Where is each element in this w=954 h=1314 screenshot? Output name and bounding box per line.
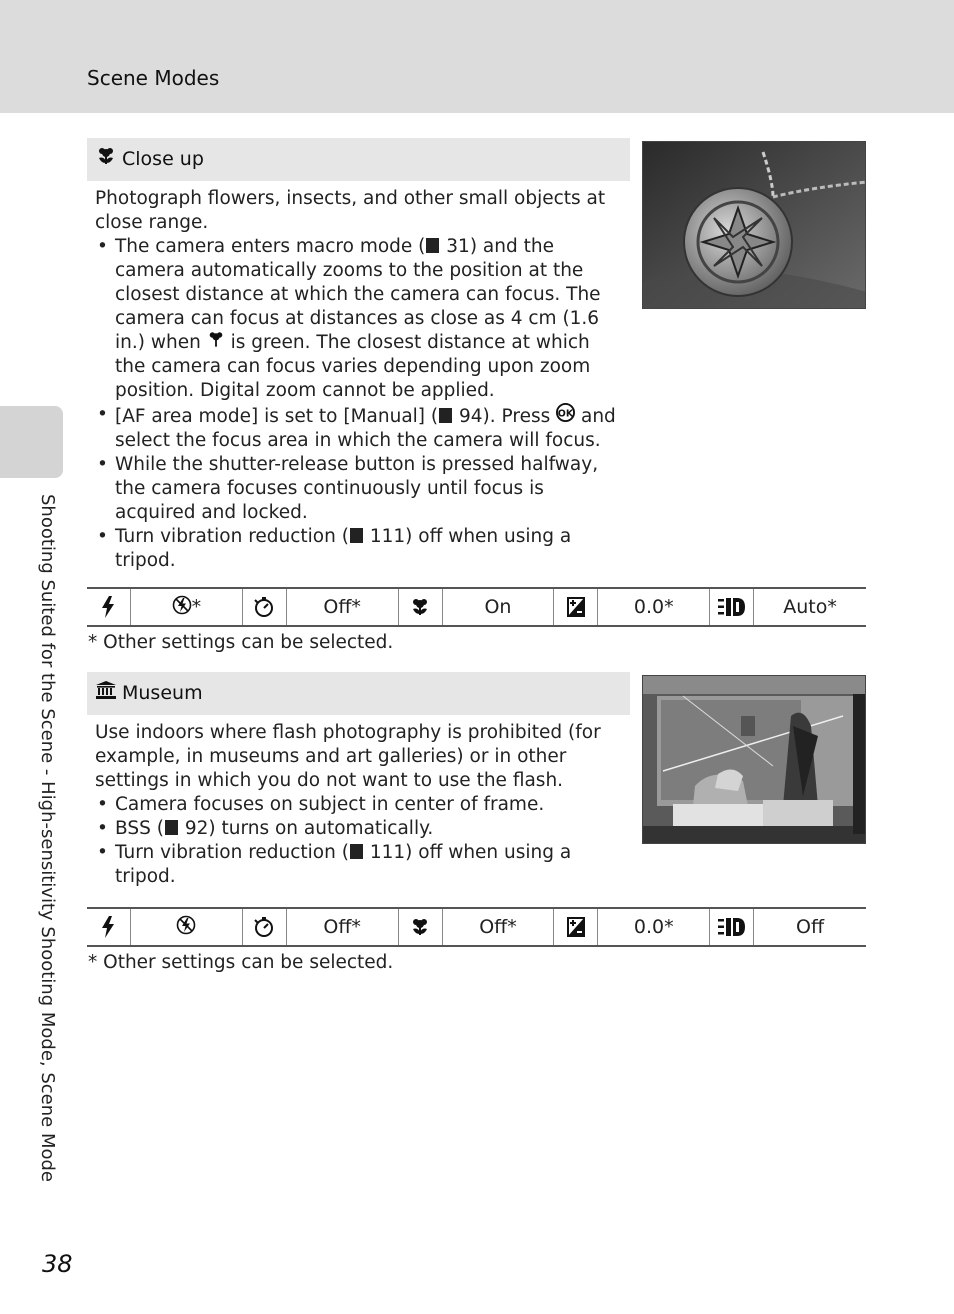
vibration-reduction-value: Off (796, 916, 825, 938)
macro-value: Off* (443, 909, 555, 945)
closeup-settings-table (87, 587, 866, 627)
flash-mode-value: * (131, 589, 243, 625)
macro-icon (399, 589, 443, 625)
ok-button-icon (556, 406, 575, 427)
list-item: • Camera focuses on subject in center of frame. (95, 793, 620, 817)
flash-off-icon (176, 915, 196, 940)
flash-mode-value (131, 909, 243, 945)
museum-title: Museum (122, 682, 203, 704)
macro-icon (399, 909, 443, 945)
vibration-reduction-icon (710, 909, 754, 945)
flash-mode-icon (87, 589, 131, 625)
closeup-body (95, 187, 620, 573)
self-timer-icon (243, 909, 287, 945)
flash-off-icon (172, 595, 192, 620)
closeup-intro: Photograph flowers, insects, and other small objects at close range. (95, 188, 606, 233)
museum-settings-table (87, 907, 866, 947)
self-timer-value: Off* (287, 909, 399, 945)
closeup-title: Close up (122, 148, 204, 170)
self-timer-value: Off* (287, 589, 399, 625)
museum-section-heading (87, 672, 630, 715)
exposure-compensation-icon (554, 589, 598, 625)
reference-icon (165, 820, 178, 835)
museum-icon (96, 672, 116, 715)
svg-text:OK: OK (557, 408, 574, 420)
museum-footnote: * Other settings can be selected. (88, 952, 394, 973)
header-band (0, 0, 954, 113)
list-item: • Turn vibration reduction ( 111) off when using a tripod. (95, 525, 620, 573)
side-tab (0, 406, 63, 478)
closeup-photo (642, 141, 866, 309)
museum-intro: Use indoors where flash photography is prohibited (for example, in museums and art galleries) or in other settings in which you do not want to use the flash. (95, 722, 601, 791)
list-item: • [AF area mode] is set to [Manual] ( 94). Press OK and select the focus area in which the camera will focus. (95, 403, 620, 453)
flower-icon (207, 332, 225, 353)
list-item: • The camera enters macro mode ( 31) and the camera automatically zooms to the position at the closest distance at which the camera can focus. The camera can focus at distances as close as 4 cm (1.6 in.) when is green. The closest distance at which the camera can focus varies depending upon zoom position. Digital zoom cannot be applied. (95, 235, 620, 403)
side-tab-label: Shooting Suited for the Scene - High-sensitivity Shooting Mode, Scene Mode (37, 494, 58, 1182)
macro-value: On (443, 589, 555, 625)
page-header-title: Scene Modes (87, 66, 220, 90)
reference-icon (439, 408, 452, 423)
exposure-compensation-icon (554, 909, 598, 945)
self-timer-icon (243, 589, 287, 625)
list-item: • While the shutter-release button is pressed halfway, the camera focuses continuously until focus is acquired and locked. (95, 453, 620, 525)
museum-photo (642, 675, 866, 844)
museum-body (95, 721, 620, 889)
vibration-reduction-value: Auto* (783, 596, 837, 618)
closeup-section-heading (87, 138, 630, 181)
page-number: 38 (42, 1250, 73, 1278)
list-item: • BSS ( 92) turns on automatically. (95, 817, 620, 841)
reference-icon (350, 844, 363, 859)
vibration-reduction-icon (710, 589, 754, 625)
closeup-footnote: * Other settings can be selected. (88, 632, 394, 653)
exposure-compensation-value: 0.0* (598, 589, 710, 625)
list-item: • Turn vibration reduction ( 111) off when using a tripod. (95, 841, 620, 889)
exposure-compensation-value: 0.0* (598, 909, 710, 945)
reference-icon (426, 238, 439, 253)
reference-icon (350, 528, 363, 543)
flower-icon (96, 138, 116, 181)
flash-mode-icon (87, 909, 131, 945)
